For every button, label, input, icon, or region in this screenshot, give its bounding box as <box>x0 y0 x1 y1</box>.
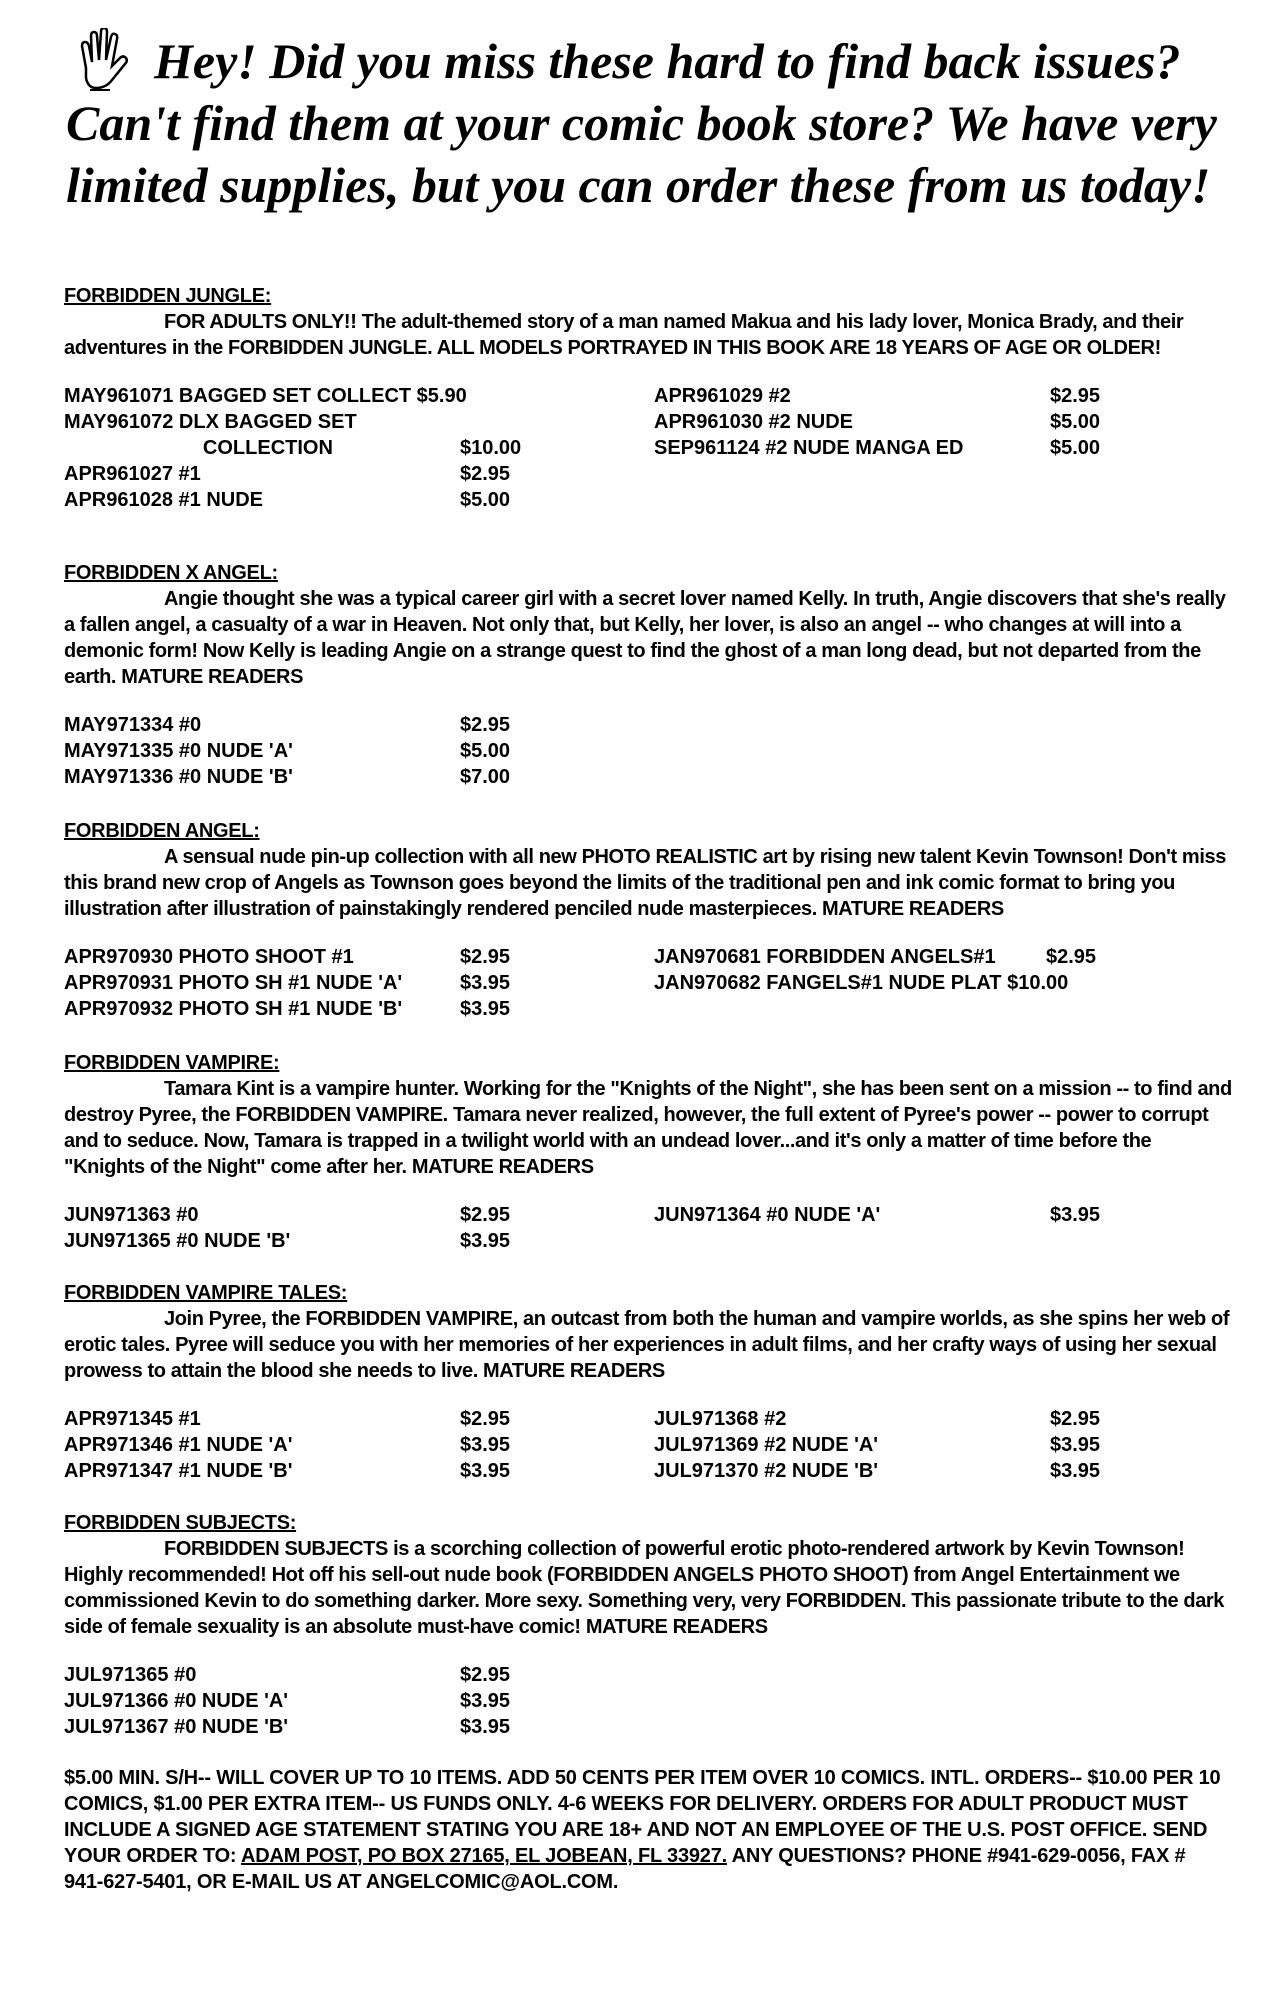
price-row <box>64 409 1234 435</box>
headline-line-1: Hey! Did you miss these hard to find back issues? <box>154 33 1181 89</box>
item-code: JUL971365 #0 <box>64 1664 197 1686</box>
price-row <box>64 1202 1234 1228</box>
item-code: JAN970681 FORBIDDEN ANGELS#1 <box>654 946 996 968</box>
item-code: JUL971368 #2 <box>654 1408 787 1430</box>
item-price: $2.95 <box>460 946 511 968</box>
headline <box>66 30 1246 216</box>
item-price: $3.95 <box>460 1230 511 1252</box>
item-code: APR970931 PHOTO SH #1 NUDE 'A' <box>64 972 403 994</box>
price-row <box>64 1228 1234 1254</box>
price-row <box>64 435 1234 461</box>
mailing-address: ADAM POST, PO BOX 27165, EL JOBEAN, FL 33927. <box>241 1845 728 1867</box>
price-row <box>64 487 1234 513</box>
item-price: $10.00 <box>460 437 522 459</box>
section-description: A sensual nude pin-up collection with all new PHOTO REALISTIC art by rising new talent Kevin Townson! Don't miss this brand new crop of Angels as Townson goes beyond the limits of the traditional pen and ink comic format to bring you illustration after illustration of painstakingly rendered penciled nude masterpieces. MATURE READERS <box>64 846 1226 920</box>
item-code: COLLECTION <box>64 437 333 459</box>
section-title: FORBIDDEN SUBJECTS: <box>64 1512 297 1534</box>
item-price: $2.95 <box>460 1408 511 1430</box>
item-price: $2.95 <box>460 1664 511 1686</box>
item-price: $5.00 <box>1050 437 1101 459</box>
item-price: $3.95 <box>460 1716 511 1738</box>
section-title: FORBIDDEN X ANGEL: <box>64 562 278 584</box>
item-price: $3.95 <box>1050 1460 1101 1482</box>
section-title: FORBIDDEN VAMPIRE TALES: <box>64 1282 348 1304</box>
price-row <box>64 712 1234 738</box>
section-description: Angie thought she was a typical career girl with a secret lover named Kelly. In truth, Angie discovers that she's really a fallen angel, a casualty of a war in Heaven. Not only that, but Kelly, her lover, is also an angel -- who changes at will into a demonic form! Now Kelly is leading Angie on a strange quest to find the ghost of a man long dead, but not departed from the earth. MATURE READERS <box>64 588 1226 688</box>
item-price: $3.95 <box>460 972 511 994</box>
item-code: APR970932 PHOTO SH #1 NUDE 'B' <box>64 998 403 1020</box>
contact-info: ANY QUESTIONS? PHONE #941-629-0056, FAX # 941-627-5401, OR E-MAIL US AT ANGELCOMIC@AOL.COM. <box>64 1845 1186 1893</box>
item-code: APR971345 #1 <box>64 1408 201 1430</box>
item-code: APR961030 #2 NUDE <box>654 411 853 433</box>
item-price: $5.00 <box>460 489 511 511</box>
item-code: JUN971365 #0 NUDE 'B' <box>64 1230 291 1252</box>
item-price: $2.95 <box>1050 385 1101 407</box>
section-forbidden-jungle <box>64 283 1234 513</box>
price-row <box>64 1662 1234 1688</box>
item-code: JAN970682 FANGELS#1 NUDE PLAT $10.00 <box>654 972 1069 994</box>
item-code: APR971347 #1 NUDE 'B' <box>64 1460 293 1482</box>
item-price: $2.95 <box>1050 1408 1101 1430</box>
item-price: $7.00 <box>460 766 511 788</box>
item-price: $2.95 <box>1046 946 1097 968</box>
price-list <box>64 944 1234 1022</box>
price-row <box>64 996 1234 1022</box>
section-forbidden-subjects <box>64 1510 1234 1740</box>
headline-line-3: limited supplies, but you can order these from us today! <box>66 157 1211 213</box>
price-list <box>64 1202 1234 1254</box>
price-list <box>64 1406 1234 1484</box>
item-price: $2.95 <box>460 714 511 736</box>
ordering-info <box>64 1765 1224 1895</box>
item-code: SEP961124 #2 NUDE MANGA ED <box>654 437 964 459</box>
price-list <box>64 712 1234 790</box>
price-row <box>64 383 1234 409</box>
item-code: MAY971336 #0 NUDE 'B' <box>64 766 293 788</box>
section-description: FORBIDDEN SUBJECTS is a scorching collection of powerful erotic photo-rendered artwork by Kevin Townson! Highly recommended! Hot off his sell-out nude book (FORBIDDEN ANGELS PHOTO SHOOT) from Angel Entertainment we commissioned Kevin to do something darker. More sexy. Something very, very FORBIDDEN. This passionate tribute to the dark side of female sexuality is an absolute must-have comic! MATURE READERS <box>64 1538 1225 1638</box>
item-code: JUN971363 #0 <box>64 1204 199 1226</box>
item-code: APR961028 #1 NUDE <box>64 489 263 511</box>
item-price: $3.95 <box>460 1434 511 1456</box>
headline-line-2: Can't find them at your comic book store? We have very <box>66 95 1217 151</box>
item-price: $3.95 <box>460 998 511 1020</box>
item-price: $2.95 <box>460 463 511 485</box>
section-title: FORBIDDEN JUNGLE: <box>64 285 272 307</box>
price-row <box>64 944 1234 970</box>
item-code: APR971346 #1 NUDE 'A' <box>64 1434 293 1456</box>
section-forbidden-vampire <box>64 1050 1234 1254</box>
item-price: $5.00 <box>1050 411 1101 433</box>
item-code: JUL971367 #0 NUDE 'B' <box>64 1716 289 1738</box>
item-price: $3.95 <box>460 1460 511 1482</box>
item-code: JUL971366 #0 NUDE 'A' <box>64 1690 289 1712</box>
price-row <box>64 738 1234 764</box>
item-code: MAY961072 DLX BAGGED SET <box>64 411 357 433</box>
price-row <box>64 764 1234 790</box>
item-code: MAY971334 #0 <box>64 714 202 736</box>
section-description: FOR ADULTS ONLY!! The adult-themed story of a man named Makua and his lady lover, Monica Brady, and their adventures in the FORBIDDEN JUNGLE. ALL MODELS PORTRAYED IN THIS BOOK ARE 18 YEARS OF AGE OR OLDER! <box>64 311 1184 359</box>
price-row <box>64 1432 1234 1458</box>
section-forbidden-vampire-tales <box>64 1280 1234 1484</box>
section-description: Join Pyree, the FORBIDDEN VAMPIRE, an outcast from both the human and vampire worlds, as she spins her web of erotic tales. Pyree will seduce you with her memories of her experiences in adult films, and her crafty ways of using her sexual prowess to attain the blood she needs to live. MATURE READERS <box>64 1308 1230 1382</box>
price-list <box>64 383 1234 513</box>
price-row <box>64 970 1234 996</box>
item-code: APR961029 #2 <box>654 385 791 407</box>
ordering-terms: $5.00 MIN. S/H-- WILL COVER UP TO 10 ITEMS. ADD 50 CENTS PER ITEM OVER 10 COMICS. INTL. ORDERS-- $10.00 PER 10 COMICS, $1.00 PER EXTRA ITEM-- US FUNDS ONLY. 4-6 WEEKS FOR DELIVERY. ORDERS FOR ADULT PRODUCT MUST INCLUDE A SIGNED AGE STATEMENT STATING YOU ARE 18+ AND NOT AN EMPLOYEE OF THE U.S. POST OFFICE. SEND YOUR ORDER TO: <box>64 1767 1221 1867</box>
price-row <box>64 1458 1234 1484</box>
item-price: $3.95 <box>1050 1204 1101 1226</box>
section-description: Tamara Kint is a vampire hunter. Working for the "Knights of the Night", she has been sent on a mission -- to find and destroy Pyree, the FORBIDDEN VAMPIRE. Tamara never realized, however, the full extent of Pyree's power -- power to corrupt and to seduce. Now, Tamara is trapped in a twilight world with an undead lover...and it's only a matter of time before the "Knights of the Night" come after her. MATURE READERS <box>64 1078 1232 1178</box>
price-row <box>64 1688 1234 1714</box>
section-title: FORBIDDEN VAMPIRE: <box>64 1052 280 1074</box>
item-code: APR970930 PHOTO SHOOT #1 <box>64 946 354 968</box>
price-row <box>64 461 1234 487</box>
price-list <box>64 1662 1234 1740</box>
section-forbidden-x-angel <box>64 560 1234 790</box>
item-price: $3.95 <box>1050 1434 1101 1456</box>
price-row <box>64 1406 1234 1432</box>
item-code: MAY961071 BAGGED SET COLLECT $5.90 <box>64 385 467 407</box>
section-title: FORBIDDEN ANGEL: <box>64 820 260 842</box>
item-code: JUL971370 #2 NUDE 'B' <box>654 1460 879 1482</box>
item-code: JUL971369 #2 NUDE 'A' <box>654 1434 879 1456</box>
item-price: $5.00 <box>460 740 511 762</box>
item-code: APR961027 #1 <box>64 463 201 485</box>
item-price: $2.95 <box>460 1204 511 1226</box>
item-price: $3.95 <box>460 1690 511 1712</box>
section-forbidden-angel <box>64 818 1234 1022</box>
price-row <box>64 1714 1234 1740</box>
item-code: MAY971335 #0 NUDE 'A' <box>64 740 293 762</box>
item-code: JUN971364 #0 NUDE 'A' <box>654 1204 881 1226</box>
